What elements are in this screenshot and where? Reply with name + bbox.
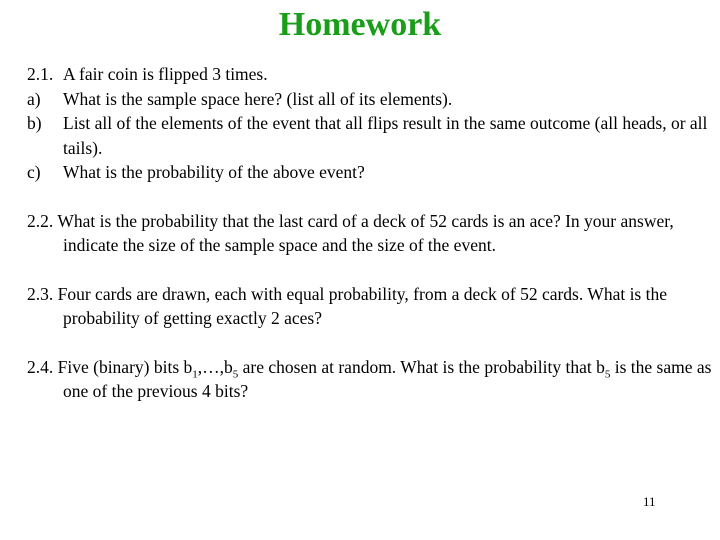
page-number: 11 xyxy=(643,494,656,509)
homework-body xyxy=(27,62,717,404)
item-text: List all of the elements of the event that all flips result in the same outcome (all heads, or all tails). xyxy=(63,113,708,158)
subscript: 5 xyxy=(232,368,239,380)
item-label: a) xyxy=(27,88,41,109)
spacer xyxy=(27,258,717,282)
item-label: c) xyxy=(27,162,41,182)
problem-text-part: are chosen at random. What is the probability that b xyxy=(238,356,605,377)
item-text: What is the probability of the above event? xyxy=(63,162,365,182)
problem-number: 2.3. xyxy=(27,283,54,304)
problem-text-part: Five (binary) bits b xyxy=(57,356,193,377)
problem-number: 2.2. xyxy=(27,210,54,231)
problem-number: 2.1. xyxy=(27,64,54,84)
problem-text: What is the probability that the last card of a deck of 52 cards is an ace? In your answer, indicate the size of the sample space and the size of the event. xyxy=(57,210,674,255)
problem-text-part: ,…,b xyxy=(197,356,233,377)
problem-2-1-intro xyxy=(27,62,717,87)
subscript: 5 xyxy=(604,368,611,380)
problem-text-part: is the same as one of the previous 4 bits? xyxy=(63,356,712,401)
problem-text: Four cards are drawn, each with equal probability, from a deck of 52 cards. What is the probability of getting exactly 2 aces? xyxy=(57,283,667,328)
subscript: 1 xyxy=(192,368,198,380)
problem-number: 2.4. xyxy=(27,356,54,377)
problem-2-2 xyxy=(27,209,717,258)
item-label: b) xyxy=(27,113,42,133)
spacer xyxy=(27,185,717,209)
problem-text: A fair coin is flipped 3 times. xyxy=(63,64,268,84)
problem-2-1-item-a xyxy=(27,87,717,112)
spacer xyxy=(27,331,717,355)
slide-title: Homework xyxy=(278,6,442,43)
problem-2-4 xyxy=(27,355,717,404)
problem-2-1-item-b xyxy=(27,111,717,160)
item-text: What is the sample space here? (list all of its elements). xyxy=(63,88,453,109)
problem-2-1-item-c xyxy=(27,160,717,185)
problem-2-3 xyxy=(27,282,717,331)
